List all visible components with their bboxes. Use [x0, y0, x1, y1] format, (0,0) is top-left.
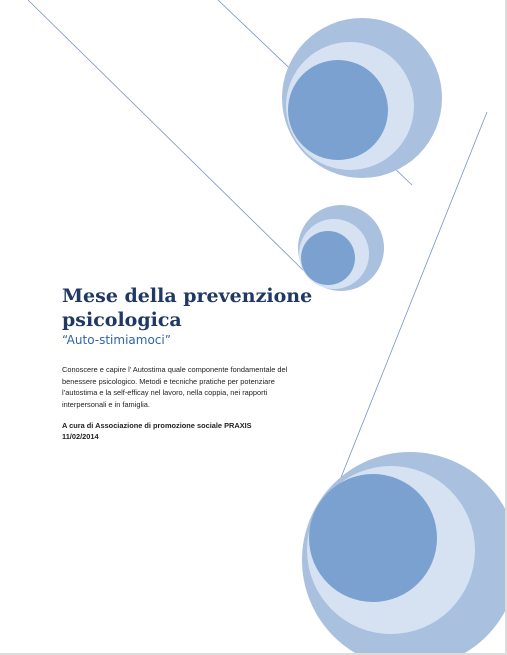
circle-top-inner — [288, 60, 388, 160]
date-line: 11/02/2014 — [62, 432, 99, 441]
circle-group-middle — [298, 205, 384, 291]
decor-line-top — [28, 0, 305, 272]
document-subtitle: “Auto-stimiamoci” — [62, 333, 171, 347]
circle-group-bottom — [302, 452, 507, 655]
document-title: Mese della prevenzione psicologica — [62, 285, 313, 331]
circle-group-top — [282, 18, 442, 178]
title-block — [62, 284, 322, 348]
credits-block — [62, 420, 322, 442]
circle-middle-inner — [301, 231, 355, 285]
circle-bottom-inner — [309, 474, 437, 602]
document-description: Conoscere e capire l’ Autostima quale componente fondamentale del benessere psicologico. Metodi e tecniche pratiche per potenziare l’autostima e la self-efficay nel lavoro, nella coppia, nei rapporti interpersonali e in famiglia. — [62, 365, 288, 409]
author-line: A cura di Associazione di promozione sociale PRAXIS — [62, 421, 252, 430]
